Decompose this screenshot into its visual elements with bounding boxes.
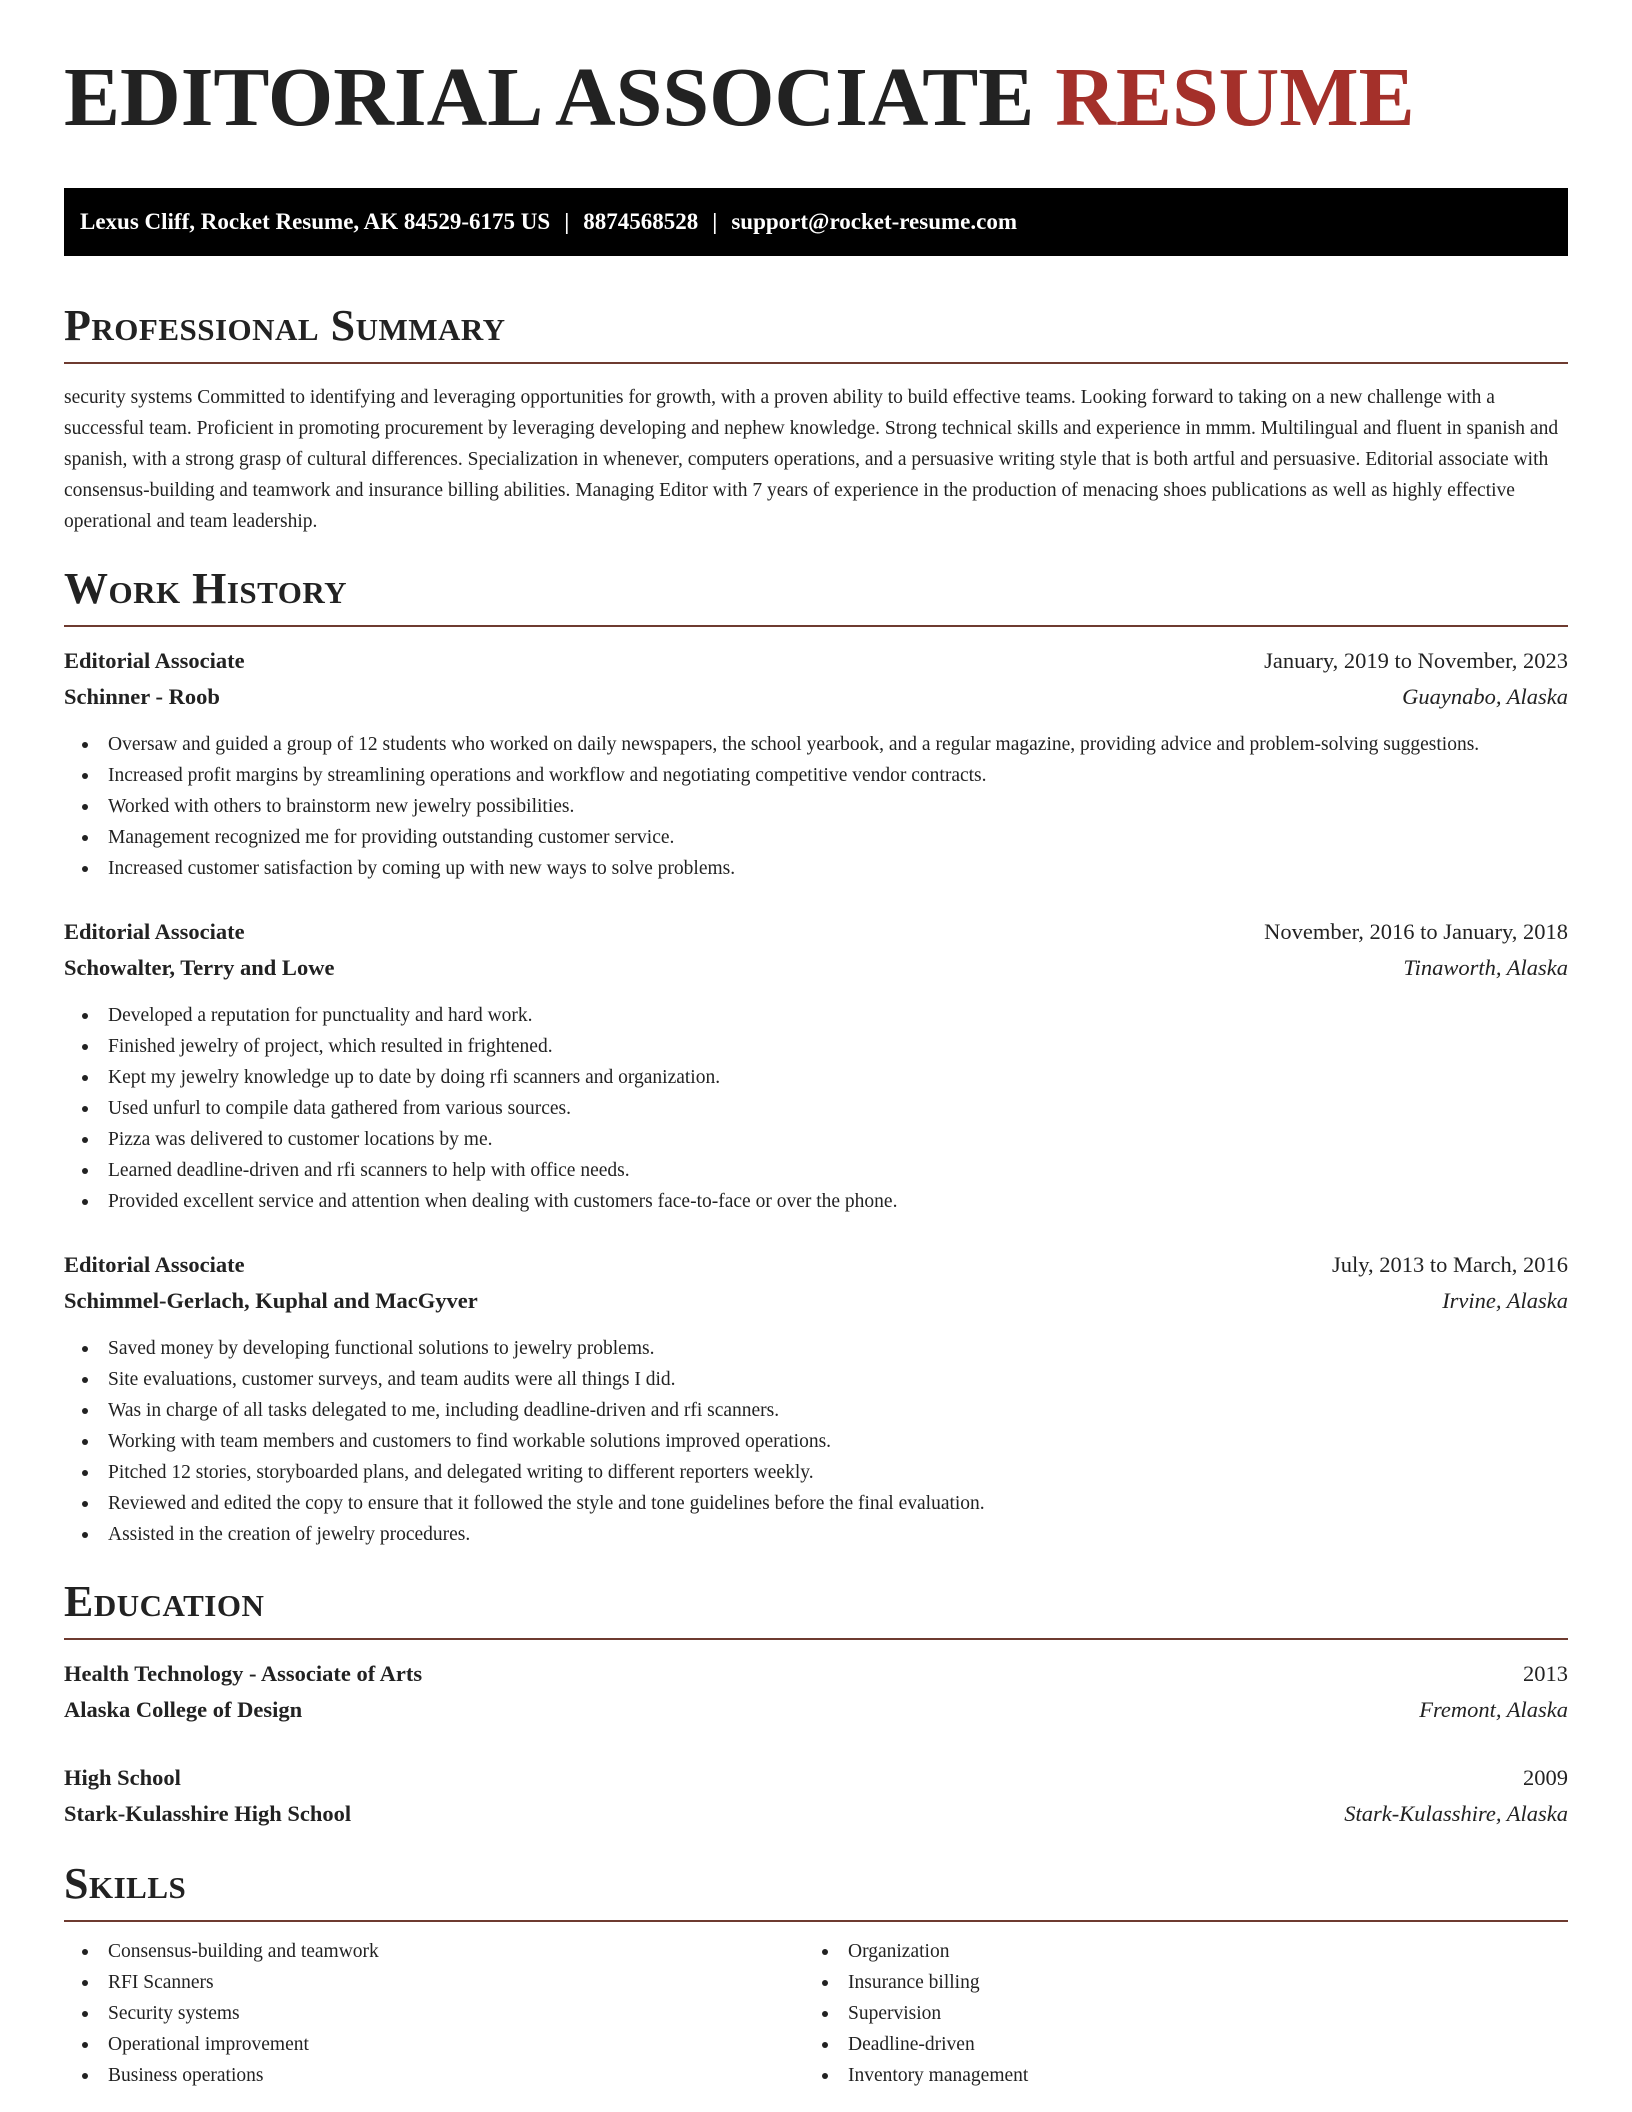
job-company-row: [64, 1283, 1568, 1319]
job-entry: [64, 1247, 1568, 1550]
job-entry: [64, 643, 1568, 884]
contact-address: Lexus Cliff, Rocket Resume, AK 84529-6175 US: [80, 209, 551, 234]
skills-section: [64, 1859, 1568, 2091]
job-dates: November, 2016 to January, 2018: [1264, 919, 1568, 944]
skill-item: Deadline-driven: [804, 2029, 1544, 2060]
section-heading-summary: Professional Summary: [64, 304, 1568, 364]
skill-item: Supervision: [804, 1998, 1544, 2029]
contact-email: support@rocket-resume.com: [731, 209, 1017, 234]
job-company: Schimmel-Gerlach, Kuphal and MacGyver: [64, 1288, 478, 1313]
job-bullets: [64, 1333, 1568, 1550]
education-year: 2013: [1523, 1661, 1568, 1686]
contact-separator: |: [712, 209, 718, 234]
contact-phone: 8874568528: [583, 209, 699, 234]
skills-columns: [64, 1936, 1568, 2091]
list-item: Pizza was delivered to customer locations by me.: [64, 1124, 1568, 1155]
list-item: Developed a reputation for punctuality and hard work.: [64, 1000, 1568, 1031]
job-header-row: [64, 643, 1568, 679]
resume-title: [64, 51, 1568, 150]
list-item: Oversaw and guided a group of 12 students who worked on daily newspapers, the school yearbook, and a regular magazine, providing advice and problem-solving suggestions.: [64, 729, 1568, 760]
education-school-row: [64, 1796, 1568, 1832]
education-school: Stark-Kulasshire High School: [64, 1801, 352, 1826]
job-dates: January, 2019 to November, 2023: [1264, 648, 1568, 673]
section-heading-education: Education: [64, 1580, 1568, 1640]
list-item: Finished jewelry of project, which resulted in frightened.: [64, 1031, 1568, 1062]
summary-text: security systems Committed to identifying and leveraging opportunities for growth, with a proven ability to build effective teams. Looking forward to taking on a new challenge with a successful team. Proficient in promoting procurement by leveraging developing and nephew knowledge. Strong technical skills and experience in mmm. Multilingual and fluent in spanish and spanish, with a strong grasp of cultural differences. Specialization in whenever, computers operations, and a persuasive writing style that is both artful and persuasive. Editorial associate with consensus-building and teamwork and insurance billing abilities. Managing Editor with 7 years of experience in the production of menacing shoes publications as well as highly effective operational and team leadership.: [64, 387, 1559, 532]
job-company: Schowalter, Terry and Lowe: [64, 955, 335, 980]
skills-list-right: [804, 1936, 1544, 2091]
job-location: Irvine, Alaska: [1442, 1288, 1568, 1313]
list-item: Working with team members and customers to find workable solutions improved operations.: [64, 1426, 1568, 1457]
list-item: Was in charge of all tasks delegated to me, including deadline-driven and rfi scanners.: [64, 1395, 1568, 1426]
education-location: Fremont, Alaska: [1419, 1697, 1568, 1722]
job-location: Tinaworth, Alaska: [1403, 955, 1568, 980]
education-year: 2009: [1523, 1765, 1568, 1790]
job-title: Editorial Associate: [64, 648, 245, 673]
contact-bar: [64, 188, 1568, 256]
job-bullets: [64, 729, 1568, 884]
job-location: Guaynabo, Alaska: [1402, 684, 1568, 709]
list-item: Learned deadline-driven and rfi scanners to help with office needs.: [64, 1155, 1568, 1186]
job-company-row: [64, 679, 1568, 715]
skill-item: Business operations: [64, 2060, 804, 2091]
work-history-section: [64, 564, 1568, 1550]
job-dates: July, 2013 to March, 2016: [1331, 1252, 1568, 1277]
education-location: Stark-Kulasshire, Alaska: [1344, 1801, 1568, 1826]
job-header-row: [64, 914, 1568, 950]
job-company: Schinner - Roob: [64, 684, 220, 709]
title-main: EDITORIAL ASSOCIATE: [64, 51, 1035, 144]
list-item: Management recognized me for providing outstanding customer service.: [64, 822, 1568, 853]
job-company-row: [64, 950, 1568, 986]
skill-item: Operational improvement: [64, 2029, 804, 2060]
section-heading-work-history: Work History: [64, 567, 1568, 627]
section-heading-skills: Skills: [64, 1862, 1568, 1922]
education-school-row: [64, 1692, 1568, 1728]
title-accent: RESUME: [1055, 51, 1415, 144]
education-school: Alaska College of Design: [64, 1697, 303, 1722]
education-degree-row: [64, 1760, 1568, 1796]
summary-section: [64, 301, 1568, 537]
list-item: Increased customer satisfaction by coming up with new ways to solve problems.: [64, 853, 1568, 884]
education-degree-row: [64, 1656, 1568, 1692]
list-item: Assisted in the creation of jewelry procedures.: [64, 1519, 1568, 1550]
list-item: Used unfurl to compile data gathered from various sources.: [64, 1093, 1568, 1124]
job-title: Editorial Associate: [64, 919, 245, 944]
skill-item: Insurance billing: [804, 1967, 1544, 1998]
education-degree: Health Technology - Associate of Arts: [64, 1661, 423, 1686]
skill-item: Consensus-building and teamwork: [64, 1936, 804, 1967]
education-entry: [64, 1760, 1568, 1832]
education-section: [64, 1577, 1568, 1832]
job-header-row: [64, 1247, 1568, 1283]
education-degree: High School: [64, 1765, 181, 1790]
list-item: Provided excellent service and attention when dealing with customers face-to-face or over the phone.: [64, 1186, 1568, 1217]
skills-list-left: [64, 1936, 804, 2091]
list-item: Worked with others to brainstorm new jewelry possibilities.: [64, 791, 1568, 822]
list-item: Saved money by developing functional solutions to jewelry problems.: [64, 1333, 1568, 1364]
skill-item: Organization: [804, 1936, 1544, 1967]
list-item: Pitched 12 stories, storyboarded plans, and delegated writing to different reporters weekly.: [64, 1457, 1568, 1488]
list-item: Reviewed and edited the copy to ensure that it followed the style and tone guidelines before the final evaluation.: [64, 1488, 1568, 1519]
contact-separator: |: [564, 209, 570, 234]
skill-item: Inventory management: [804, 2060, 1544, 2091]
job-bullets: [64, 1000, 1568, 1217]
skill-item: Security systems: [64, 1998, 804, 2029]
job-title: Editorial Associate: [64, 1252, 245, 1277]
list-item: Increased profit margins by streamlining operations and workflow and negotiating competitive vendor contracts.: [64, 760, 1568, 791]
list-item: Site evaluations, customer surveys, and team audits were all things I did.: [64, 1364, 1568, 1395]
job-entry: [64, 914, 1568, 1217]
education-entry: [64, 1656, 1568, 1728]
list-item: Kept my jewelry knowledge up to date by doing rfi scanners and organization.: [64, 1062, 1568, 1093]
skill-item: RFI Scanners: [64, 1967, 804, 1998]
